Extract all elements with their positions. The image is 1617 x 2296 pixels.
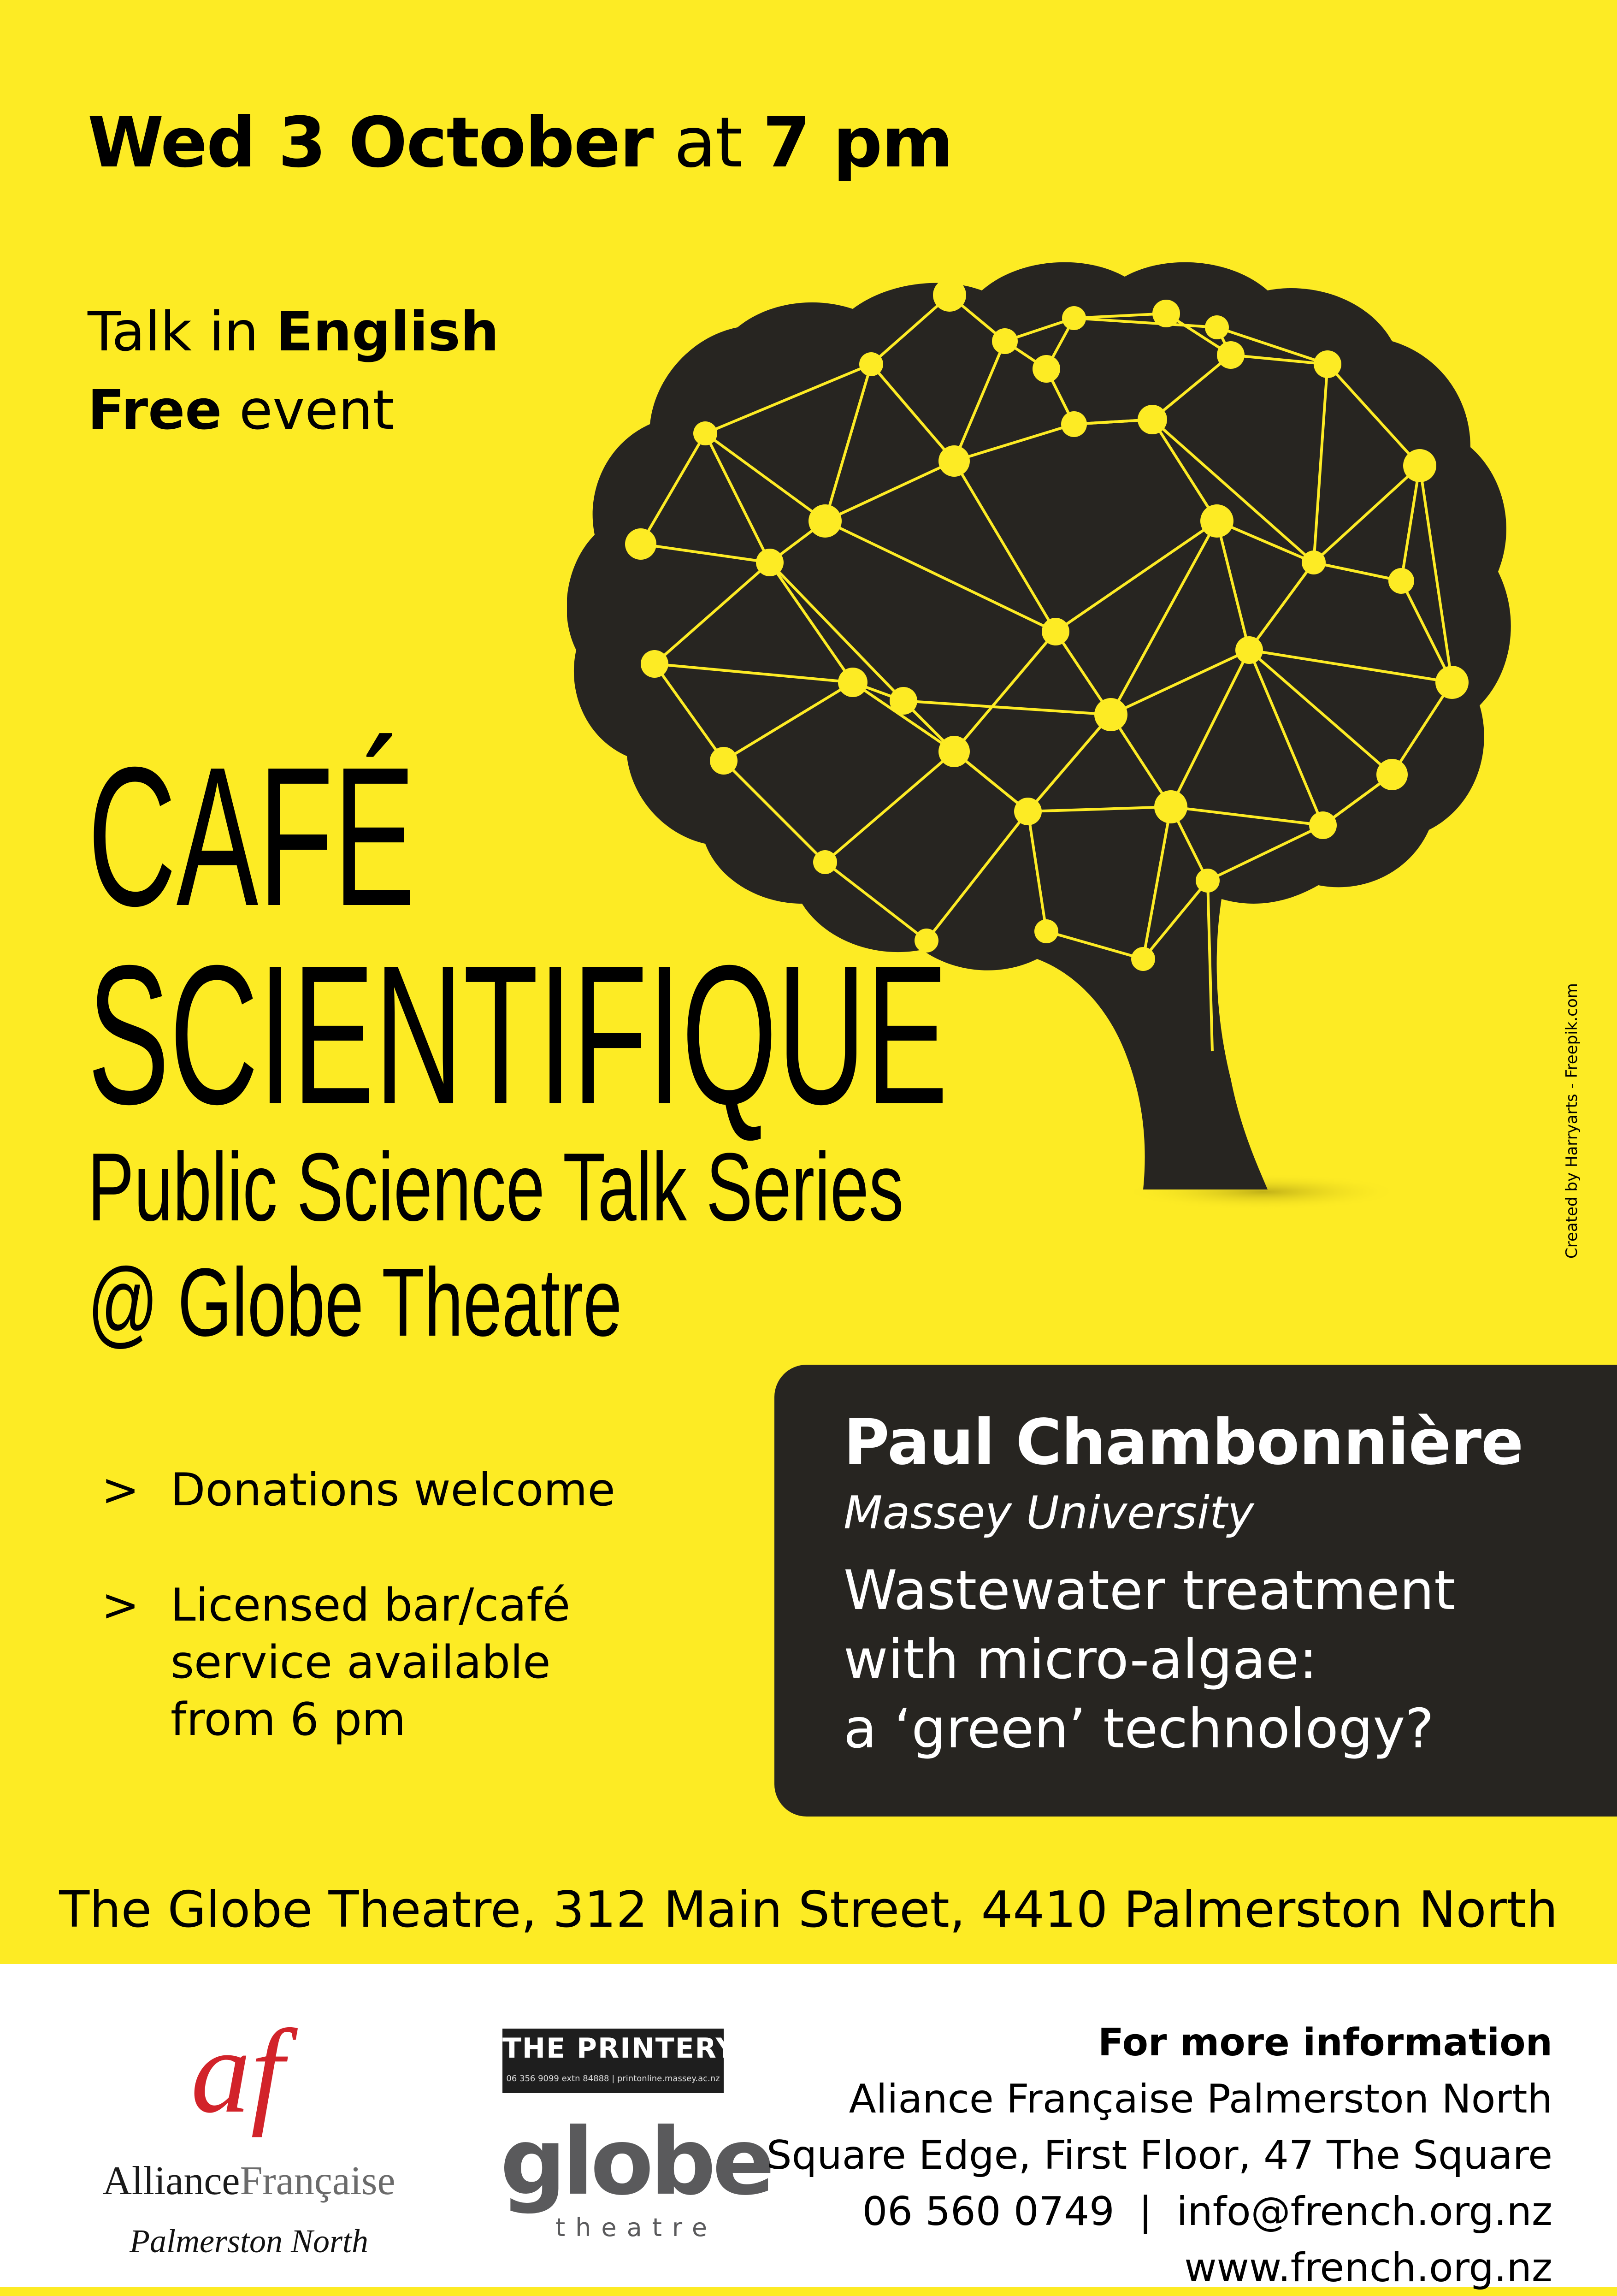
af-logo-icon [168, 2006, 307, 2139]
info-heading: For more information [1098, 2021, 1552, 2065]
title-scientifique: SCIENTIFIQUE [88, 924, 948, 1146]
talk-title-line: a ‘green’ technology? [844, 1697, 1434, 1760]
info-address: Square Edge, First Floor, 47 The Square [767, 2132, 1552, 2178]
speaker-panel [774, 1365, 1617, 1817]
subtitle-series: Public Science Talk Series [88, 1133, 904, 1241]
venue-address: The Globe Theatre, 312 Main Street, 4410 Palmerston North [59, 1881, 1558, 1939]
alliance-francaise-logo [69, 2006, 429, 2264]
af-name: AllianceFrançaise [102, 2159, 395, 2203]
chevron-right-icon: > [101, 1464, 140, 1516]
title-cafe: CAFÉ [88, 726, 416, 947]
info-organisation: Aliance Française Palmerston North [849, 2076, 1552, 2122]
event-date: Wed 3 October at 7 pm [88, 103, 953, 183]
info-website[interactable]: www.french.org.nz [1184, 2245, 1552, 2291]
printery-logo: THE PRINTERY 06 356 9099 extn 84888 | printonline.massey.ac.nz [502, 2029, 724, 2093]
globe-theatre-logo: globe theatre [500, 2108, 771, 2242]
subtitle-venue: @ Globe Theatre [88, 1248, 622, 1356]
free-event: Free event [88, 378, 394, 442]
info-phone: 06 560 0749 [862, 2189, 1115, 2235]
footer [0, 1964, 1617, 2291]
talk-title-line: with micro-algae: [844, 1627, 1318, 1691]
talk-language: Talk in English [88, 300, 499, 363]
contact-info [767, 2015, 1552, 2296]
svg-text:af: af [190, 2006, 284, 2138]
af-city: Palmerston North [129, 2223, 369, 2260]
speaker-name: Paul Chambonnière [844, 1406, 1523, 1479]
speaker-affiliation: Massey University [844, 1487, 1254, 1539]
info-contact: 06 560 0749 | info@french.org.nz [862, 2189, 1552, 2235]
chevron-right-icon: > [101, 1579, 140, 1632]
talk-title-line: Wastewater treatment [844, 1558, 1456, 1622]
image-credit: Created by Harryarts - Freepik.com [1563, 983, 1581, 1259]
info-email[interactable]: info@french.org.nz [1176, 2189, 1552, 2235]
